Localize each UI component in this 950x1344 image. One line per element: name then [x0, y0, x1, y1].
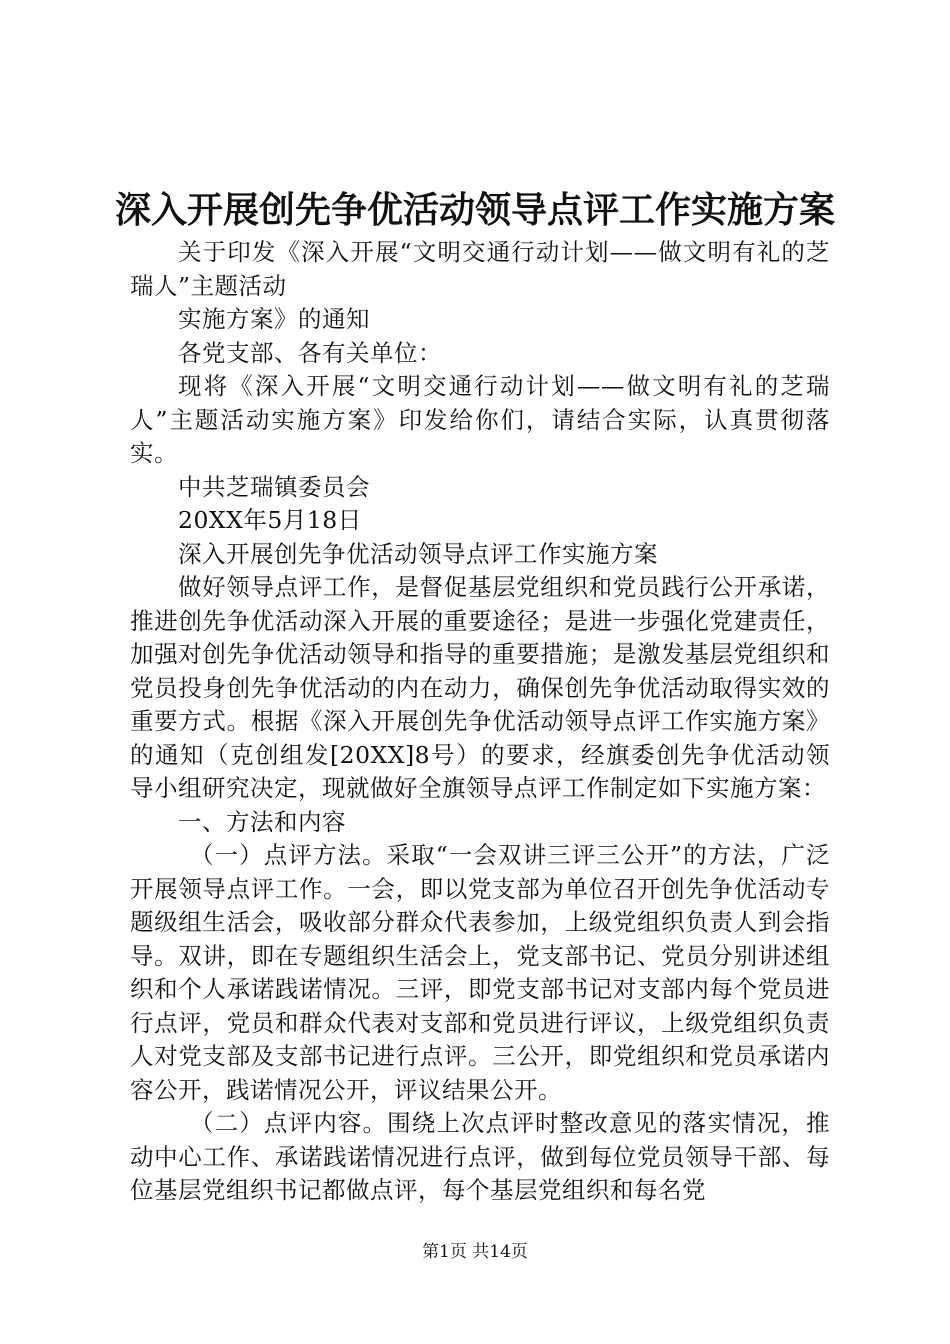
- page-footer: 第1页 共14页: [422, 1242, 528, 1262]
- notice-heading-line-2: 实施方案》的通知: [178, 305, 370, 333]
- document-title: 深入开展创先争优活动领导点评工作实施方案: [114, 189, 835, 231]
- intro-paragraph: 做好领导点评工作，是督促基层党组织和党员践行公开承诺，推进创先争优活动深入开展的重要途径；是进一步强化党建责任，加强对创先争优活动领导和指导的重要措施；是激发基层党组织和党员投身创先争优活动的内在动力，确保创先争优活动取得实效的重要方式。根据《深入开展创先争优活动领导点评工作实施方案》的通知（克创组发[20XX]8号）的要求，经旗委创先争优活动领导小组研究决定，现就做好全旗领导点评工作制定如下实施方案：: [130, 573, 830, 802]
- issue-date: 20XX年5月18日: [178, 506, 362, 534]
- method-paragraph: （一）点评方法。采取“一会双讲三评三公开”的方法，广泛开展领导点评工作。一会，即以党支部为单位召开创先争优活动专题级组生活会，吸收部分群众代表参加，上级党组织负责人到会指导。双讲，即在专题组织生活会上，党支部书记、党员分别讲述组织和个人承诺践诺情况。三评，即党支部书记对支部内每个党员进行点评，党员和群众代表对支部和党员进行评议，上级党组织负责人对党支部及支部书记进行点评。三公开，即党组织和党员承诺内容公开，践诺情况公开，评议结果公开。: [130, 841, 830, 1104]
- salutation: 各党支部、各有关单位：: [178, 338, 442, 367]
- notice-body: 现将《深入开展“文明交通行动计划——做文明有礼的芝瑞人”主题活动实施方案》印发给你们，请结合实际，认真贯彻落实。: [130, 372, 830, 467]
- content-paragraph: （二）点评内容。围绕上次点评时整改意见的落实情况，推动中心工作、承诺践诺情况进行点评，做到每位党员领导干部、每位基层党组织书记都做点评，每个基层党组织和每名党: [130, 1109, 830, 1204]
- section-heading: 一、方法和内容: [178, 807, 346, 836]
- plan-title: 深入开展创先争优活动领导点评工作实施方案: [178, 539, 658, 568]
- notice-heading-line-1: 关于印发《深入开展“文明交通行动计划——做文明有礼的芝瑞人”主题活动: [130, 238, 830, 300]
- issuer: 中共芝瑞镇委员会: [178, 472, 370, 501]
- document-body: [130, 236, 830, 1208]
